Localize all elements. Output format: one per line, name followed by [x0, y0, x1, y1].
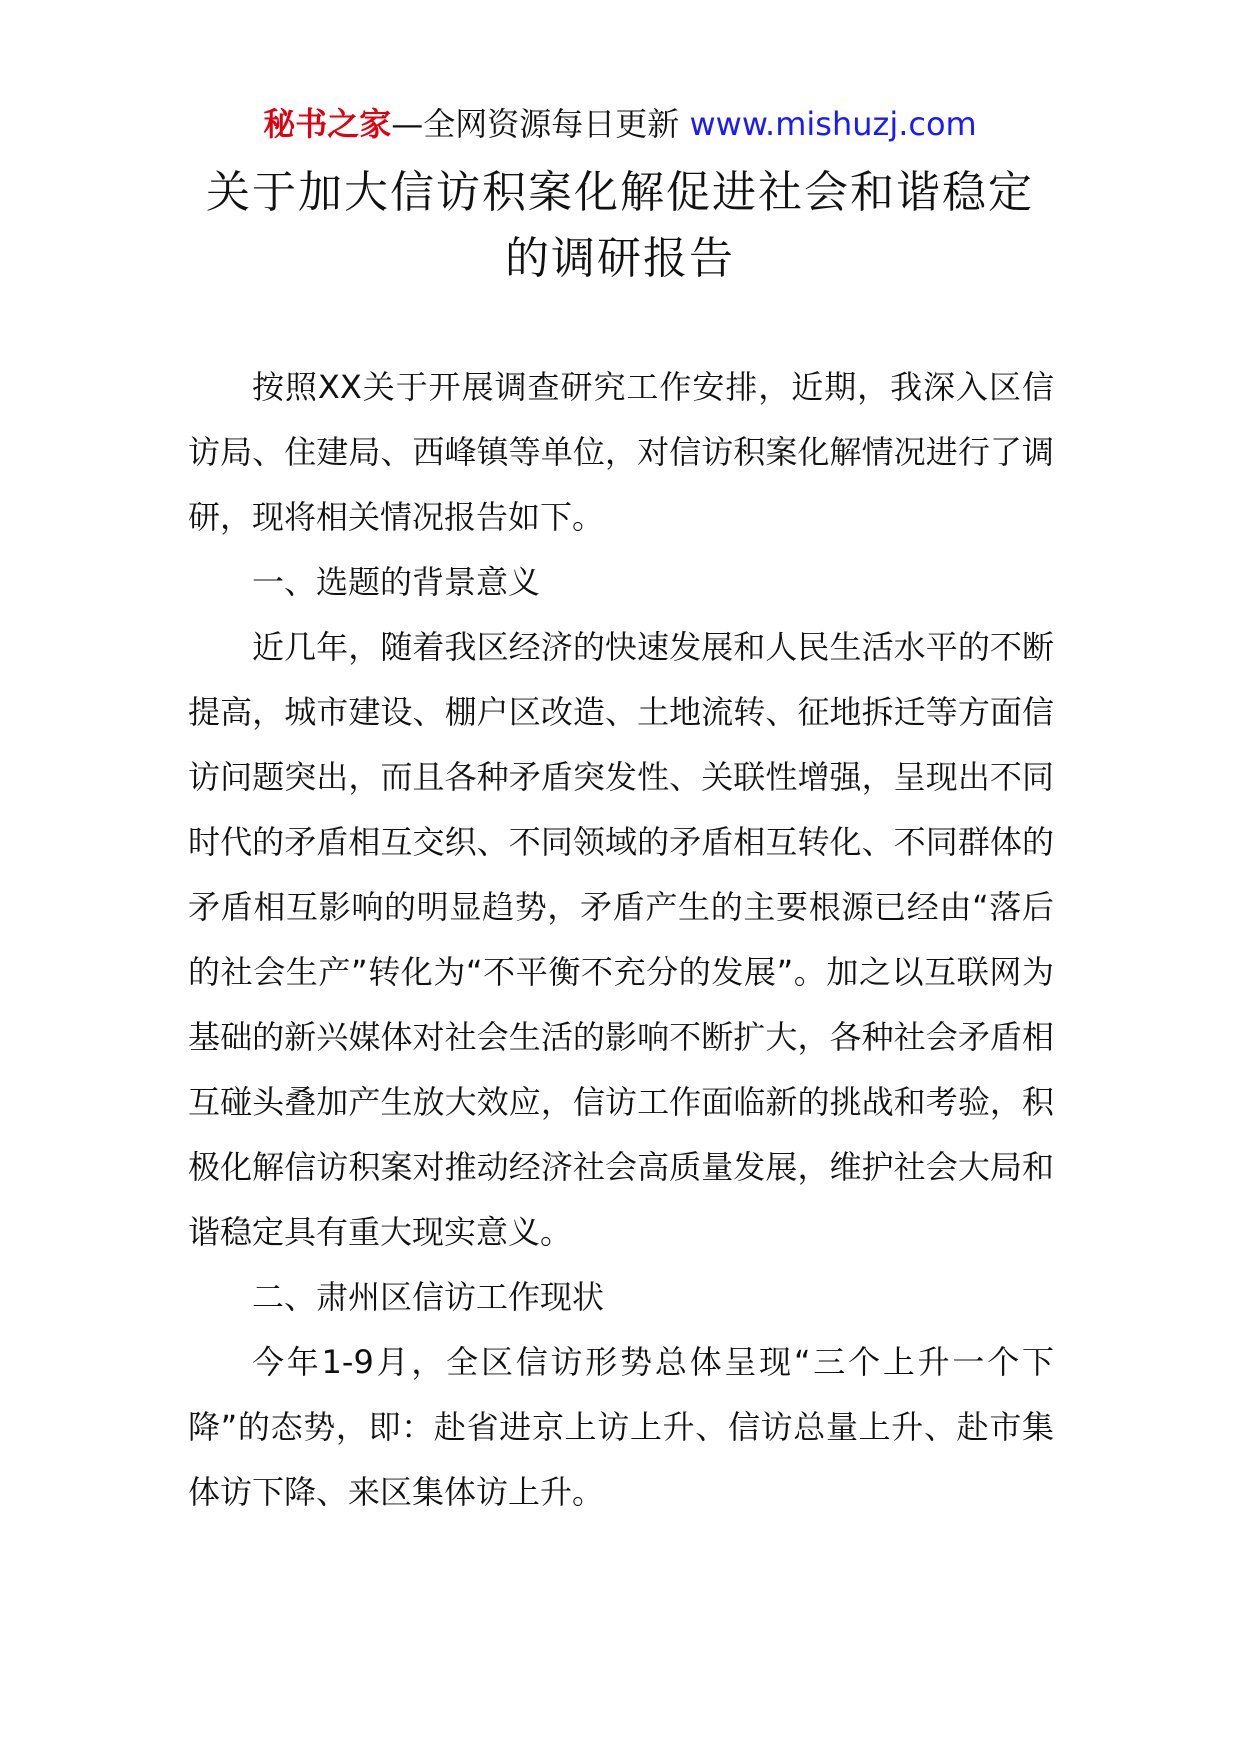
- section-heading-1: 一、选题的背景意义: [252, 563, 541, 601]
- section-heading-2: 二、肃州区信访工作现状: [252, 1278, 605, 1316]
- title-line-2: 的调研报告: [505, 233, 735, 284]
- site-header: [0, 100, 1240, 148]
- brand-name: 秘书之家: [263, 105, 392, 143]
- site-url-link[interactable]: www.mishuzj.com: [689, 105, 977, 143]
- intro-paragraph: 按照XX关于开展调查研究工作安排，近期，我深入区信访局、住建局、西峰镇等单位，对信访积案化解情况进行了调研，现将相关情况报告如下。: [188, 368, 1054, 536]
- document-title: [160, 160, 1080, 292]
- title-line-1: 关于加大信访积案化解促进社会和谐稳定: [206, 167, 1034, 218]
- section-1-paragraph: 近几年，随着我区经济的快速发展和人民生活水平的不断提高，城市建设、棚户区改造、土地流转、征地拆迁等方面信访问题突出，而且各种矛盾突发性、关联性增强，呈现出不同时代的矛盾相互交织、不同领域的矛盾相互转化、不同群体的矛盾相互影响的明显趋势，矛盾产生的主要根源已经由“落后的社会生产”转化为“不平衡不充分的发展”。加之以互联网为基础的新兴媒体对社会生活的影响不断扩大，各种社会矛盾相互碰头叠加产生放大效应，信访工作面临新的挑战和考验，积极化解信访积案对推动经济社会高质量发展，维护社会大局和谐稳定具有重大现实意义。: [188, 628, 1054, 1251]
- header-slogan: —全网资源每日更新: [391, 105, 690, 143]
- section-2-paragraph: 今年1-9月，全区信访形势总体呈现“三个上升一个下降”的态势，即：赴省进京上访上升、信访总量上升、赴市集体访下降、来区集体访上升。: [188, 1343, 1054, 1511]
- document-body: [188, 355, 1054, 1525]
